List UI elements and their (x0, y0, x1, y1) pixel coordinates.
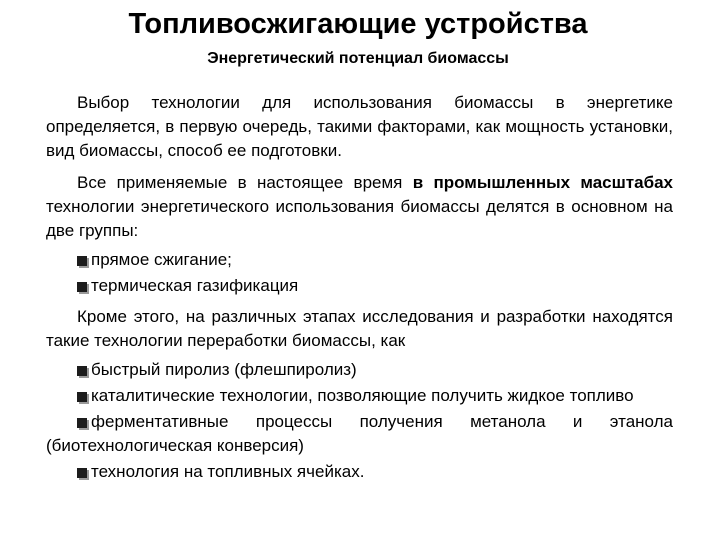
list-item-text: каталитические технологии, позволяющие получить жидкое топливо (91, 386, 634, 405)
list-item (46, 274, 673, 298)
square-bullet-icon (77, 418, 87, 428)
list-item-text: термическая газификация (91, 276, 299, 295)
list-item-text: технология на топливных ячейках. (91, 462, 365, 481)
page-subtitle: Энергетический потенциал биомассы (207, 50, 509, 67)
list-item (46, 384, 673, 408)
paragraph-text-before: Все применяемые в настоящее время (77, 173, 413, 192)
paragraph-technology-groups (46, 171, 673, 243)
list-item-text: прямое сжигание; (91, 250, 232, 269)
square-bullet-icon (77, 366, 87, 376)
list-item (46, 460, 673, 484)
square-bullet-icon (77, 282, 87, 292)
page-title: Топливосжигающие устройства (128, 8, 588, 40)
paragraph-research-technologies: Кроме этого, на различных этапах исследования и разработки находятся такие технологии переработки биомассы, как (46, 307, 673, 350)
list-item-text: быстрый пиролиз (флешпиролиз) (91, 360, 357, 379)
slide-body (46, 91, 673, 491)
list-item (46, 248, 673, 272)
list-item (46, 410, 673, 458)
list-item (46, 358, 673, 382)
research-technologies-list (46, 358, 673, 484)
list-item-text: ферментативные процессы получения метанола и этанола (биотехнологическая конверсия) (46, 412, 673, 455)
square-bullet-icon (77, 392, 87, 402)
technology-groups-list (46, 248, 673, 298)
paragraph-technology-choice: Выбор технологии для использования биомассы в энергетике определяется, в первую очередь, такими факторами, как мощность установки, вид биомассы, способ ее подготовки. (46, 93, 673, 160)
paragraph-bold-phrase: в промышленных масштабах (412, 173, 673, 192)
square-bullet-icon (77, 256, 87, 266)
paragraph-text-after: технологии энергетического использования биомассы делятся в основном на две группы: (46, 197, 673, 240)
square-bullet-icon (77, 468, 87, 478)
